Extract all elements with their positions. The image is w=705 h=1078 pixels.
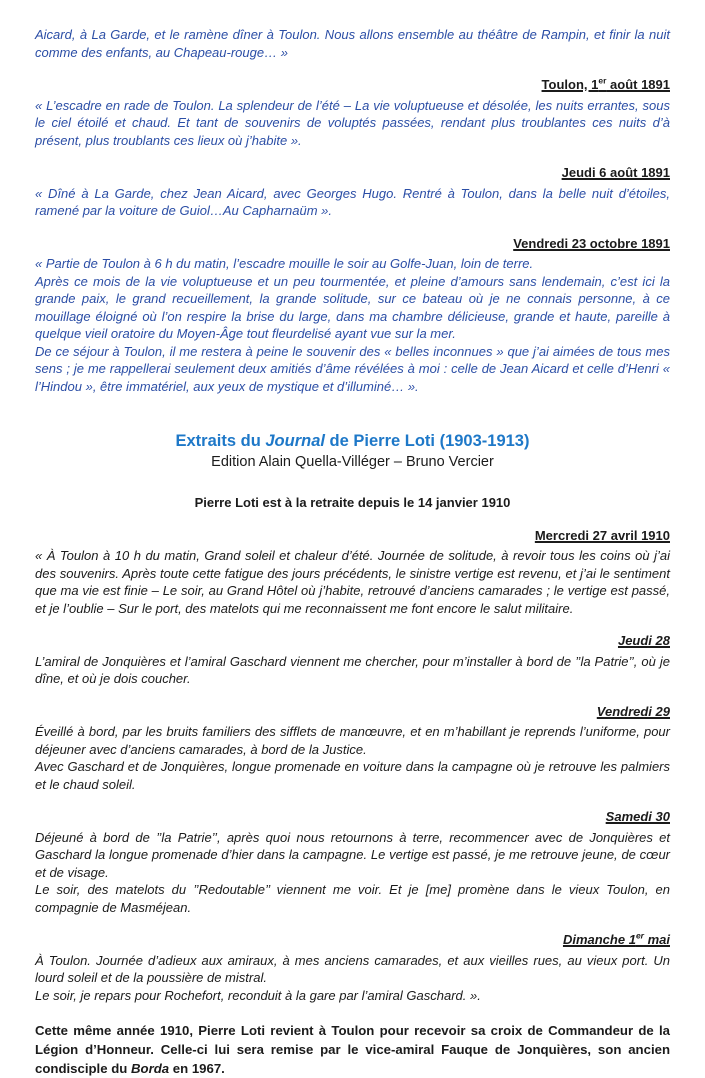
closing-text: en 1967.: [169, 1061, 225, 1076]
date-header-jeudi-6-aout-1891: Jeudi 6 août 1891: [561, 165, 670, 180]
paragraph-line: « Partie de Toulon à 6 h du matin, l’escadre mouille le soir au Golfe-Juan, loin de terre.: [35, 256, 534, 271]
date-header-dimanche-1er-mai: [35, 931, 670, 949]
date-header-mercredi-27-avril-1910: Mercredi 27 avril 1910: [534, 527, 670, 543]
date-header-vendredi-23-octobre-1891: Vendredi 23 octobre 1891: [513, 235, 670, 251]
paragraph-continuation-aicard: Aicard, à La Garde, et le ramène dîner à Toulon. Nous allons ensemble au théâtre de Rampin, et finir la nuit comme des enfants, au Chapeau-rouge… »: [35, 27, 670, 60]
section-title-extraits-journal: [35, 431, 670, 451]
paragraph-line: Le soir, des matelots du ’’Redoutable’’ viennent me voir. Et je [me] promène dans le vieux Toulon, en compagnie de Masméjean.: [35, 882, 670, 915]
title-text: de Pierre Loti (1903-1913): [324, 432, 530, 450]
paragraph-line: Avec Gaschard et de Jonquières, longue promenade en voiture dans la campagne où je retrouve les palmiers et le chaud soleil.: [35, 759, 670, 792]
paragraph-eveille-a-bord: [35, 723, 670, 793]
paragraph-partie-de-toulon: [35, 255, 670, 395]
paragraph-line: Éveillé à bord, par les bruits familiers des sifflets de manœuvre, et en m’habillant je reprends l’uniforme, pour déjeuner avec d’anciens camarades, à bord de la Justice.: [35, 724, 670, 757]
title-journal-italic: Journal: [265, 432, 325, 450]
date-header-vendredi-29: Vendredi 29: [596, 703, 670, 719]
paragraph-amiraux-jonquieres-gaschard: L’amiral de Jonquières et l’amiral Gaschard viennent me chercher, pour m’installer à bord de ’’la Patrie’’, où je dîne, et où je dois coucher.: [35, 653, 670, 686]
date-header-toulon-1-aout-1891: [35, 76, 670, 94]
closing-text: Cette même année 1910, Pierre Loti revient à Toulon pour recevoir sa croix de Commandeur de la Légion d’Honneur. Celle-ci lui sera remise par le vice-amiral Fauque de Jonquières, son ancien condisciple du: [35, 1023, 670, 1076]
paragraph-line: De ce séjour à Toulon, il me restera à peine le souvenir des « belles inconnues » que j’ai aimées de tous mes sens ; je me rappellerai seulement deux amitiés d’âme révélées à moi : celle de Jean Aicard et celle d’Henri « l’Hindou », être immatériel, aux yeux de mystique et d’illuminé… ».: [35, 343, 670, 394]
date-text: Dimanche 1: [562, 932, 636, 947]
retirement-note-line: Pierre Loti est à la retraite depuis le 14 janvier 1910: [194, 495, 511, 510]
closing-borda-italic: Borda: [131, 1061, 170, 1076]
paragraph-line: Après ce mois de la vie voluptueuse et un peu tourmentée, et pleine d’amours sans lendemain, c’est ici la grande paix, le grand recueillement, la grande solitude, sur ce bateau où je ne connais personne, à ce mouillage éloigné où l’on respire la brise du large, dans ma chambre délicieuse, grande et haute, pareille à quelque vieil oratoire du Moyen-Âge tout fleurdelisé ayant vue sur la mer.: [35, 273, 670, 341]
ordinal-superscript: er: [598, 75, 607, 86]
ordinal-superscript: er: [635, 930, 644, 941]
paragraph-dine-la-garde: « Dîné à La Garde, chez Jean Aicard, avec Georges Hugo. Rentré à Toulon, dans la belle nuit d’étoiles, ramené par la voiture de Guiol…Au Capharnaüm ».: [35, 185, 670, 218]
paragraph-dejeune-la-patrie: [35, 829, 670, 917]
date-text: août 1891: [606, 77, 670, 92]
paragraph-line: Le soir, je repars pour Rochefort, reconduit à la gare par l’amiral Gaschard. ».: [35, 987, 481, 1003]
paragraph-toulon-10h: « À Toulon à 10 h du matin, Grand soleil et chaleur d’été. Journée de solitude, à revoir tous les coins où j’ai des souvenirs. Après toute cette fatigue des jours précédents, le sinistre vertige est revenu, et j’ai le sentiment que ma vie est finie – Le soir, au Grand Hôtel où j’habite, retrouvé d’anciens camarades ; le vertige est passé, et je l’oublie – Sur le port, des matelots qui me reconnaissent me font encore le salut militaire.: [35, 548, 670, 616]
paragraph-line: À Toulon. Journée d’adieux aux amiraux, à mes anciens camarades, et aux vieilles rues, au vieux port. Un lourd soleil et de la poussière de mistral.: [35, 952, 670, 985]
title-text: Extraits du: [175, 432, 266, 450]
paragraph-line: Déjeuné à bord de ’’la Patrie’’, après quoi nous retournons à terre, recommencer avec de Jonquières et Gaschard la longue promenade d’hier dans la campagne. Le vertige est passé, je me retrouve jeune, de cœur et de visage.: [35, 829, 670, 880]
date-text: Toulon, 1: [541, 77, 599, 92]
date-header-jeudi-28: Jeudi 28: [617, 633, 670, 648]
date-text: mai: [643, 932, 670, 947]
edition-credit-line: Edition Alain Quella-Villéger – Bruno Vercier: [211, 454, 494, 470]
closing-note-legion-honneur: [35, 1021, 670, 1078]
paragraph-journee-adieux: [35, 952, 670, 1005]
paragraph-escadre-en-rade: « L’escadre en rade de Toulon. La splendeur de l’été – La vie voluptueuse et désolée, les nuits errantes, sous le ciel étoilé et chaud. Et tant de souvenirs de voluptés passées, rendant plus troublantes ces nuits d’à présent, plus troublants ces lieux où j’habite ».: [35, 97, 670, 148]
date-header-samedi-30: Samedi 30: [605, 809, 670, 824]
